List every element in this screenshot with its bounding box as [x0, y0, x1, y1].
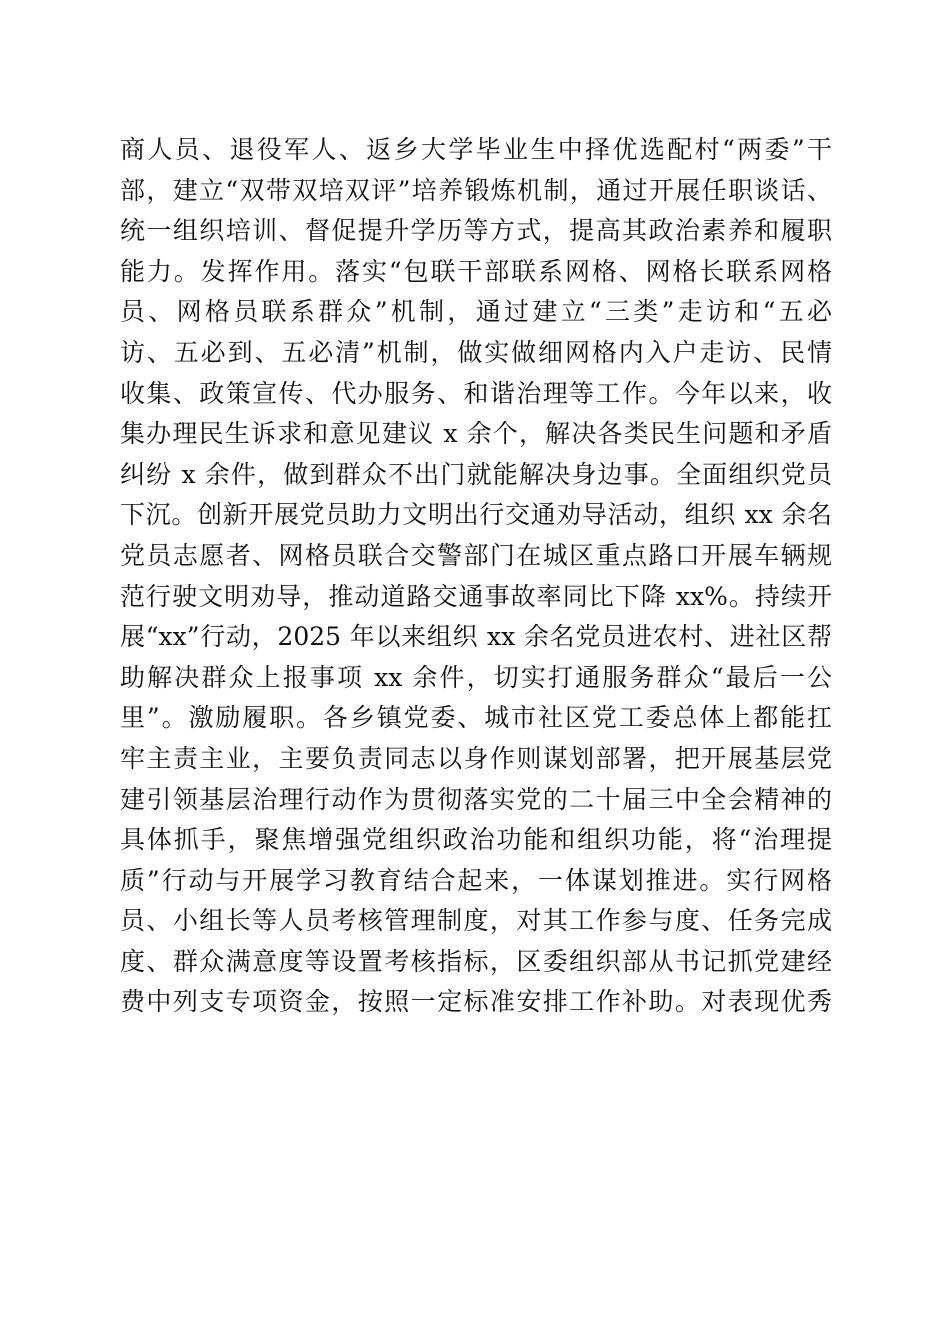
text-line: 党员志愿者、网格员联合交警部门在城区重点路口开展车辆规 [120, 540, 832, 570]
text-line: 建引领基层治理行动作为贯彻落实党的二十届三中全会精神的 [120, 784, 832, 814]
text-line: 度、群众满意度等设置考核指标，区委组织部从书记抓党建经 [120, 946, 832, 976]
text-line: 收集、政策宣传、代办服务、和谐治理等工作。今年以来，收 [120, 378, 832, 408]
text-line: 纠纷 x 余件，做到群众不出门就能解决身边事。全面组织党员 [120, 459, 832, 489]
text-line: 里”。激励履职。各乡镇党委、城市社区党工委总体上都能扛 [120, 703, 832, 733]
text-line: 质”行动与开展学习教育结合起来，一体谋划推进。实行网格 [120, 865, 832, 895]
text-line: 统一组织培训、督促提升学历等方式，提高其政治素养和履职 [120, 216, 832, 246]
text-line: 商人员、退役军人、返乡大学毕业生中择优选配村“两委”干 [120, 135, 832, 164]
text-line: 下沉。创新开展党员助力文明出行交通劝导活动，组织 xx 余名 [120, 500, 832, 530]
text-line: 集办理民生诉求和意见建议 x 余个，解决各类民生问题和矛盾 [120, 419, 832, 449]
text-line: 员、网格员联系群众”机制，通过建立“三类”走访和“五必 [120, 297, 832, 327]
text-line: 范行驶文明劝导，推动道路交通事故率同比下降 xx%。持续开 [120, 581, 832, 611]
text-line: 展“xx”行动，2025 年以来组织 xx 余名党员进农村、进社区帮 [120, 622, 832, 652]
text-line: 费中列支专项资金，按照一定标准安排工作补助。对表现优秀 [120, 987, 832, 1017]
text-line: 部，建立“双带双培双评”培养锻炼机制，通过开展任职谈话、 [120, 175, 832, 205]
text-line: 牢主责主业，主要负责同志以身作则谋划部署，把开展基层党 [120, 743, 832, 773]
text-line: 具体抓手，聚焦增强党组织政治功能和组织功能，将“治理提 [120, 825, 832, 855]
text-line: 助解决群众上报事项 xx 余件，切实打通服务群众“最后一公 [120, 662, 832, 692]
text-line: 员、小组长等人员考核管理制度，对其工作参与度、任务完成 [120, 906, 832, 936]
text-line: 能力。发挥作用。落实“包联干部联系网格、网格长联系网格 [120, 256, 832, 286]
body-paragraph [120, 130, 832, 1023]
text-line: 访、五必到、五必清”机制，做实做细网格内入户走访、民情 [120, 337, 832, 367]
